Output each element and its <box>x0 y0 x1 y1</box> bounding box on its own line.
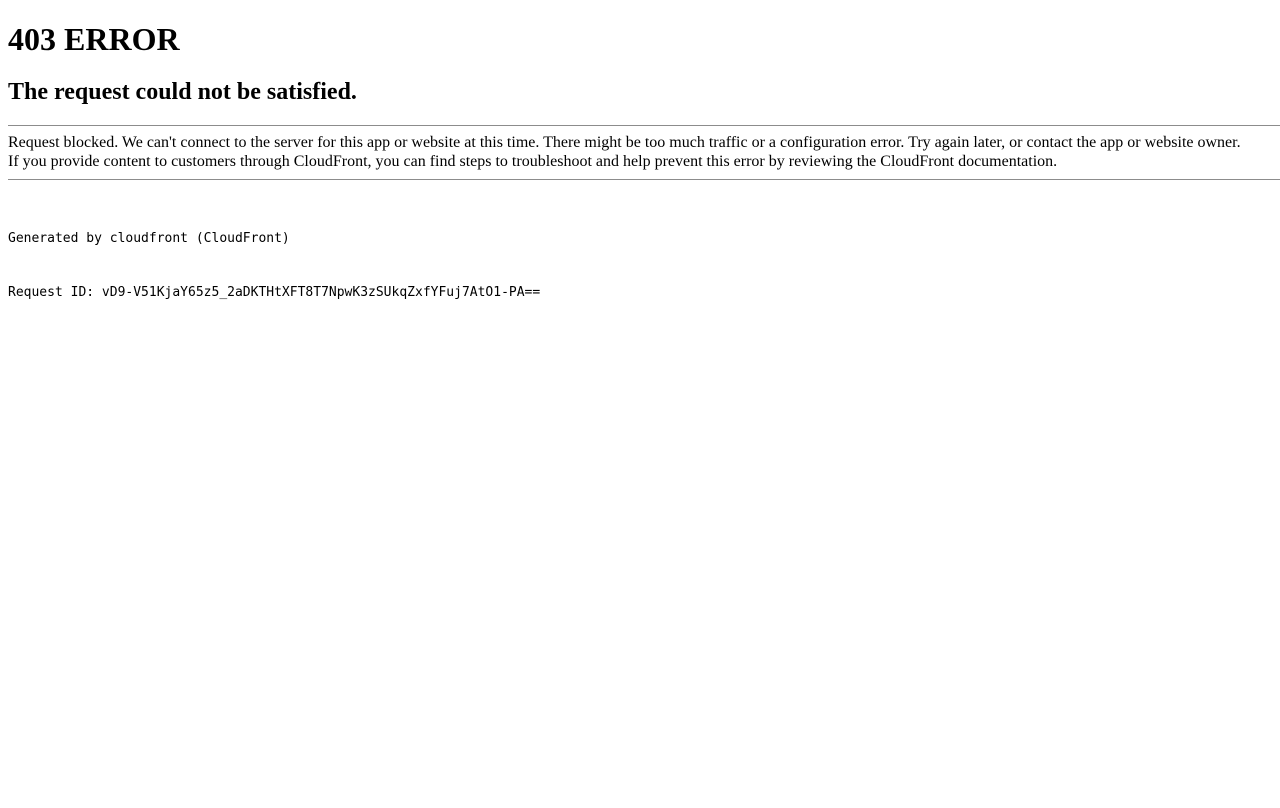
error-message <box>8 134 1280 171</box>
error-code-title: 403 ERROR <box>8 21 180 57</box>
error-message-line-2: If you provide content to customers through CloudFront, you can find steps to troubleshoot and help prevent this error by reviewing the CloudFront documentation. <box>8 152 1058 170</box>
error-page <box>8 21 1280 338</box>
error-subtitle: The request could not be satisfied. <box>8 78 357 105</box>
request-details <box>8 194 1280 338</box>
divider-bottom <box>8 179 1280 180</box>
generated-by-text: Generated by cloudfront (CloudFront) <box>8 231 290 247</box>
request-id-text: Request ID: vD9-V51KjaY65z5_2aDKTHtXFT8T7NpwK3zSUkqZxfYFuj7AtO1-PA== <box>8 285 541 301</box>
error-message-line-1: Request blocked. We can't connect to the server for this app or website at this time. There might be too much traffic or a configuration error. Try again later, or contact the app or website owner. <box>8 134 1241 152</box>
divider-top <box>8 125 1280 126</box>
